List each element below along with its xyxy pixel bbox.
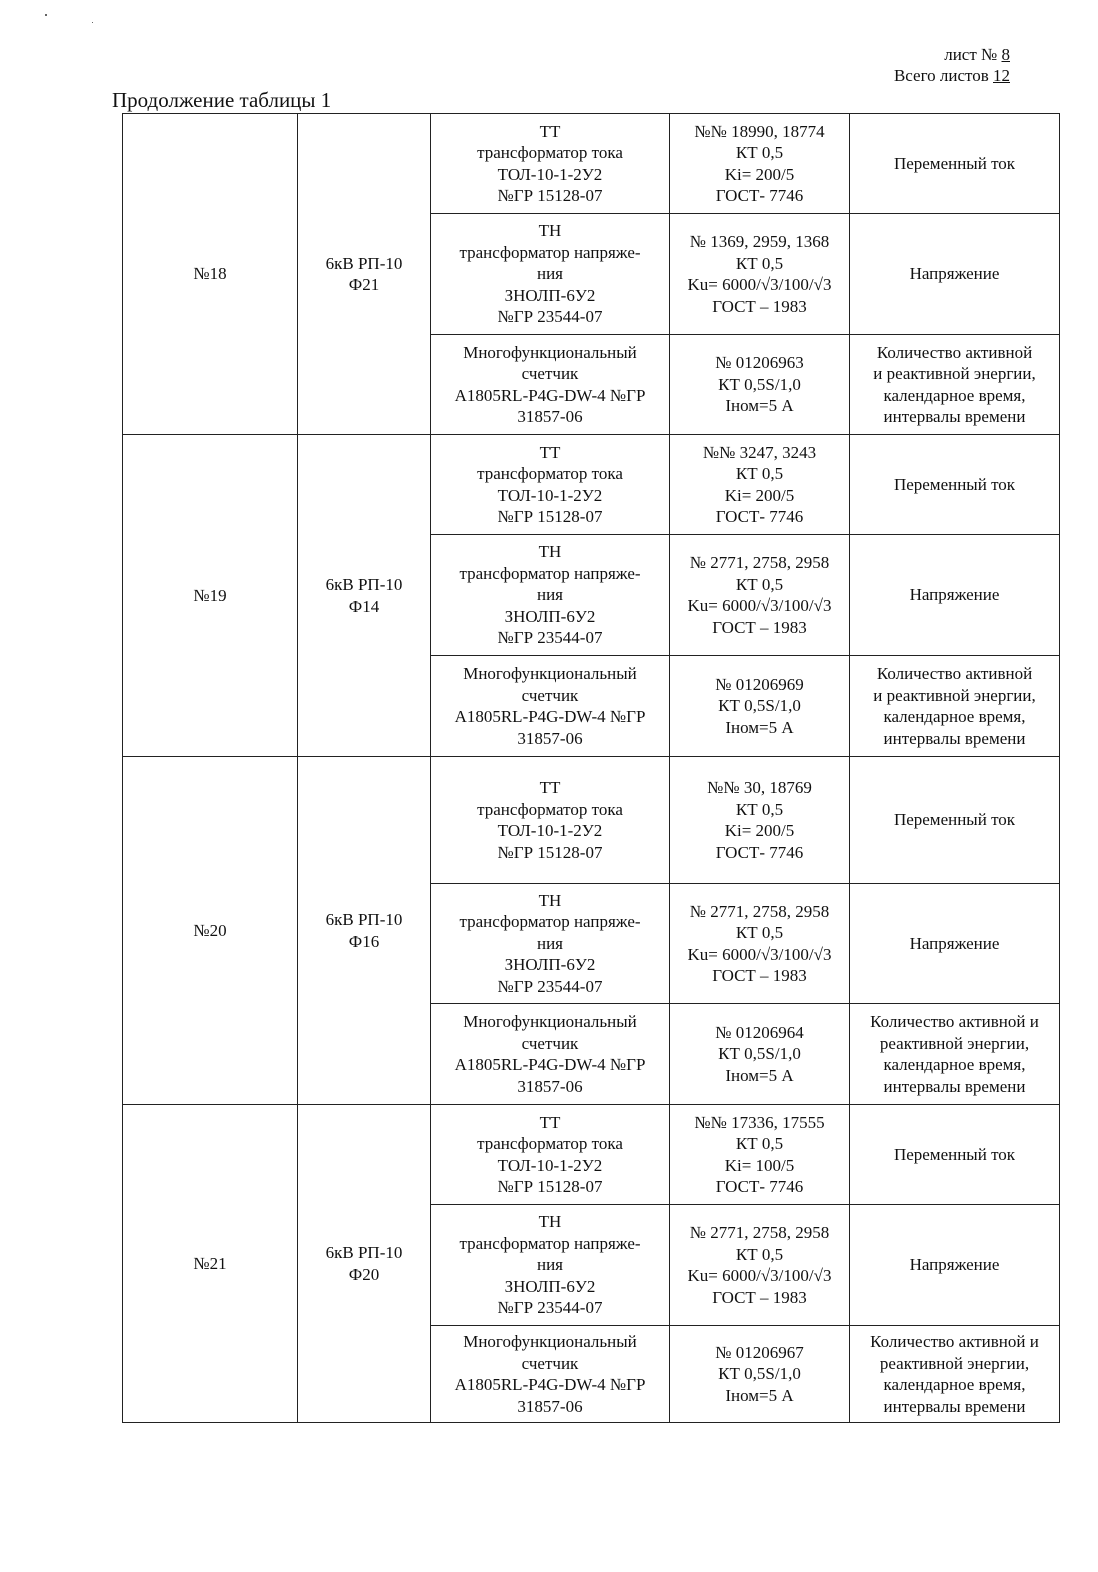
cell-line: А1805RL-P4G-DW-4 №ГР [454,1375,646,1394]
params-cell [670,1326,850,1423]
cell-line: Iном=5 А [725,1065,794,1085]
cell-line: ТТ [539,442,561,462]
device-cell [431,656,670,757]
cell-line: №№ 18990, 18774 [694,121,825,141]
cell-line: 6кВ РП-10 [325,910,403,929]
cell-line: Многофункциональный [463,664,637,683]
cell-line: КТ 0,5S/1,0 [718,696,801,716]
row-number-cell: №21 [123,1105,298,1423]
params-cell [670,1105,850,1205]
cell-line: ТН [538,221,562,241]
cell-line: Ku= 6000/√3/100/√3 [687,596,832,615]
cell-line: ТОЛ-10-1-2У2 [497,821,603,840]
cell-line: №ГР 15128-07 [497,507,603,526]
cell-line: и реактивной энергии, [873,364,1036,383]
cell-line: Ki= 200/5 [724,485,795,505]
cell-line: №ГР 15128-07 [497,1177,603,1196]
cell-line: ГОСТ- 7746 [715,1177,804,1196]
cell-line: №ГР 23544-07 [497,307,603,327]
params-cell [670,884,850,1004]
purpose-cell [850,1105,1060,1205]
cell-line: интервалы времени [883,1396,1026,1416]
cell-line: № 01206967 [715,1342,804,1362]
cell-line: ТТ [539,1112,561,1132]
cell-line: ТТ [539,778,561,797]
cell-line: 31857-06 [517,728,583,748]
cell-line: ния [536,1255,563,1275]
cell-line: А1805RL-P4G-DW-4 №ГР [454,1055,646,1074]
device-cell [431,1105,670,1205]
cell-line: трансформатор тока [477,464,623,483]
cell-line: трансформатор напряже- [459,1233,641,1253]
total-label: Всего листов [893,66,989,85]
cell-line: КТ 0,5 [735,923,784,942]
cell-line: трансформатор напряже- [459,912,641,932]
cell-line: № 1369, 2959, 1368 [689,232,830,251]
table-row [123,114,1060,214]
purpose-cell [850,114,1060,214]
cell-line: ТТ [539,121,561,141]
cell-line: интервалы времени [883,1076,1026,1096]
cell-line: ГОСТ- 7746 [715,186,804,205]
total-sheets-line [894,65,1010,86]
cell-line: реактивной энергии, [879,1353,1030,1373]
cell-line: Напряжение [909,1255,1000,1275]
cell-line: Iном=5 А [725,396,794,416]
cell-line: ЗНОЛП-6У2 [504,955,596,975]
table-row [123,435,1060,535]
scan-speck [92,22,93,23]
cell-line: ГОСТ – 1983 [712,617,807,637]
cell-line: реактивной энергии, [879,1033,1030,1053]
cell-line: Ф20 [348,1264,380,1284]
cell-line: № 01206964 [715,1022,804,1042]
cell-line: ния [536,264,563,284]
params-cell [670,757,850,884]
cell-line: №ГР 23544-07 [497,976,603,996]
device-cell [431,757,670,884]
cell-line: Ku= 6000/√3/100/√3 [687,275,832,294]
cell-line: трансформатор тока [477,143,623,162]
cell-line: КТ 0,5S/1,0 [718,374,801,394]
cell-line: № 2771, 2758, 2958 [689,553,830,572]
purpose-cell [850,214,1060,335]
cell-line: № 2771, 2758, 2958 [689,1223,830,1242]
cell-line: Напряжение [909,264,1000,284]
sheet-number: 8 [1001,45,1010,64]
cell-line: №ГР 15128-07 [497,842,603,862]
cell-line: 31857-06 [517,407,583,426]
cell-line: Ф21 [348,275,380,294]
cell-line: Ki= 100/5 [724,1155,795,1175]
total-number: 12 [993,66,1010,85]
object-cell [298,435,431,757]
device-cell [431,335,670,435]
cell-line: Количество активной и [870,1012,1039,1031]
cell-line: Количество активной [876,664,1033,683]
cell-line: 31857-06 [517,1076,583,1096]
cell-line: Напряжение [909,585,1000,605]
cell-line: трансформатор напряже- [459,563,641,583]
cell-line: трансформатор тока [477,799,623,819]
device-cell [431,884,670,1004]
params-cell [670,535,850,656]
cell-line: ТН [538,542,562,562]
params-cell [670,214,850,335]
cell-line: 31857-06 [517,1396,583,1416]
cell-line: КТ 0,5 [735,253,784,273]
cell-line: ГОСТ – 1983 [712,296,807,316]
cell-line: Количество активной [876,342,1033,362]
cell-line: № 2771, 2758, 2958 [689,901,830,921]
cell-line: КТ 0,5 [735,464,784,483]
params-cell [670,1205,850,1326]
device-cell [431,114,670,214]
cell-line: Ф16 [348,931,380,951]
cell-line: Переменный ток [893,474,1016,494]
row-number-cell: №18 [123,114,298,435]
cell-line: Ki= 200/5 [724,821,795,840]
cell-line: Iном=5 А [725,717,794,737]
cell-line: А1805RL-P4G-DW-4 №ГР [454,385,646,405]
table-row [123,757,1060,884]
purpose-cell [850,335,1060,435]
cell-line: ГОСТ- 7746 [715,507,804,526]
cell-line: 6кВ РП-10 [325,253,403,273]
cell-line: ЗНОЛП-6У2 [504,1276,596,1296]
equipment-table [122,113,1060,1423]
cell-line: КТ 0,5 [735,143,784,162]
cell-line: ЗНОЛП-6У2 [504,606,596,626]
cell-line: Переменный ток [893,810,1016,830]
cell-line: Количество активной и [870,1332,1039,1351]
cell-line: 6кВ РП-10 [325,575,403,594]
cell-line: КТ 0,5 [735,799,784,819]
sheet-label: лист № [944,45,998,64]
cell-line: Многофункциональный [463,1012,637,1031]
cell-line: календарное время, [883,1375,1026,1394]
purpose-cell [850,884,1060,1004]
cell-line: №ГР 23544-07 [497,1298,603,1318]
purpose-cell [850,656,1060,757]
table-caption: Продолжение таблицы 1 [112,88,332,112]
cell-line: №№ 17336, 17555 [694,1112,825,1132]
cell-line: ТОЛ-10-1-2У2 [497,1155,603,1175]
sheet-number-line [894,44,1010,65]
purpose-cell [850,1205,1060,1326]
cell-line: календарное время, [883,707,1026,726]
purpose-cell [850,535,1060,656]
cell-line: счетчик [521,1033,579,1053]
cell-line: трансформатор напряже- [459,242,641,262]
cell-line: ТН [538,1212,562,1232]
cell-line: ния [536,585,563,605]
cell-line: КТ 0,5 [735,1134,784,1153]
scan-speck [45,14,47,16]
cell-line: Переменный ток [893,153,1016,173]
cell-line: №№ 3247, 3243 [702,442,817,462]
row-number-cell: №20 [123,757,298,1105]
device-cell [431,535,670,656]
cell-line: №ГР 15128-07 [497,186,603,205]
device-cell [431,1004,670,1105]
device-cell [431,435,670,535]
purpose-cell [850,1004,1060,1105]
cell-line: КТ 0,5S/1,0 [718,1364,801,1384]
cell-line: ГОСТ- 7746 [715,842,804,862]
cell-line: Ki= 200/5 [724,164,795,184]
cell-line: счетчик [521,364,579,383]
cell-line: № 01206969 [715,674,804,694]
cell-line: 6кВ РП-10 [325,1243,403,1262]
cell-line: Ku= 6000/√3/100/√3 [687,1266,832,1285]
cell-line: Iном=5 А [725,1385,794,1405]
cell-line: №№ 30, 18769 [707,778,812,797]
device-cell [431,1205,670,1326]
cell-line: календарное время, [883,1055,1026,1074]
purpose-cell [850,1326,1060,1423]
params-cell [670,656,850,757]
cell-line: счетчик [521,685,579,705]
cell-line: Переменный ток [893,1144,1016,1164]
cell-line: интервалы времени [883,407,1026,426]
params-cell [670,335,850,435]
cell-line: счетчик [521,1353,579,1373]
cell-line: № 01206963 [715,353,804,373]
cell-line: трансформатор тока [477,1134,623,1153]
cell-line: ГОСТ – 1983 [712,966,807,985]
device-cell [431,214,670,335]
device-cell [431,1326,670,1423]
row-number-cell: №19 [123,435,298,757]
cell-line: интервалы времени [883,728,1026,748]
cell-line: А1805RL-P4G-DW-4 №ГР [454,707,646,726]
sheet-info [894,44,1010,86]
cell-line: ТН [538,890,562,910]
cell-line: ния [536,933,563,953]
purpose-cell [850,757,1060,884]
cell-line: календарное время, [883,385,1026,405]
cell-line: КТ 0,5 [735,1244,784,1264]
cell-line: ГОСТ – 1983 [712,1287,807,1307]
table-row [123,1105,1060,1205]
cell-line: №ГР 23544-07 [497,628,603,648]
cell-line: Напряжение [909,933,1000,953]
params-cell [670,114,850,214]
object-cell [298,757,431,1105]
purpose-cell [850,435,1060,535]
cell-line: Ф14 [348,596,380,616]
object-cell [298,1105,431,1423]
params-cell [670,435,850,535]
cell-line: Ku= 6000/√3/100/√3 [687,944,832,964]
cell-line: ТОЛ-10-1-2У2 [497,164,603,184]
cell-line: КТ 0,5S/1,0 [718,1044,801,1064]
cell-line: КТ 0,5 [735,574,784,594]
cell-line: ЗНОЛП-6У2 [504,285,596,305]
cell-line: ТОЛ-10-1-2У2 [497,485,603,505]
cell-line: Многофункциональный [463,1332,637,1351]
cell-line: Многофункциональный [463,342,637,362]
cell-line: и реактивной энергии, [873,685,1036,705]
object-cell [298,114,431,435]
params-cell [670,1004,850,1105]
